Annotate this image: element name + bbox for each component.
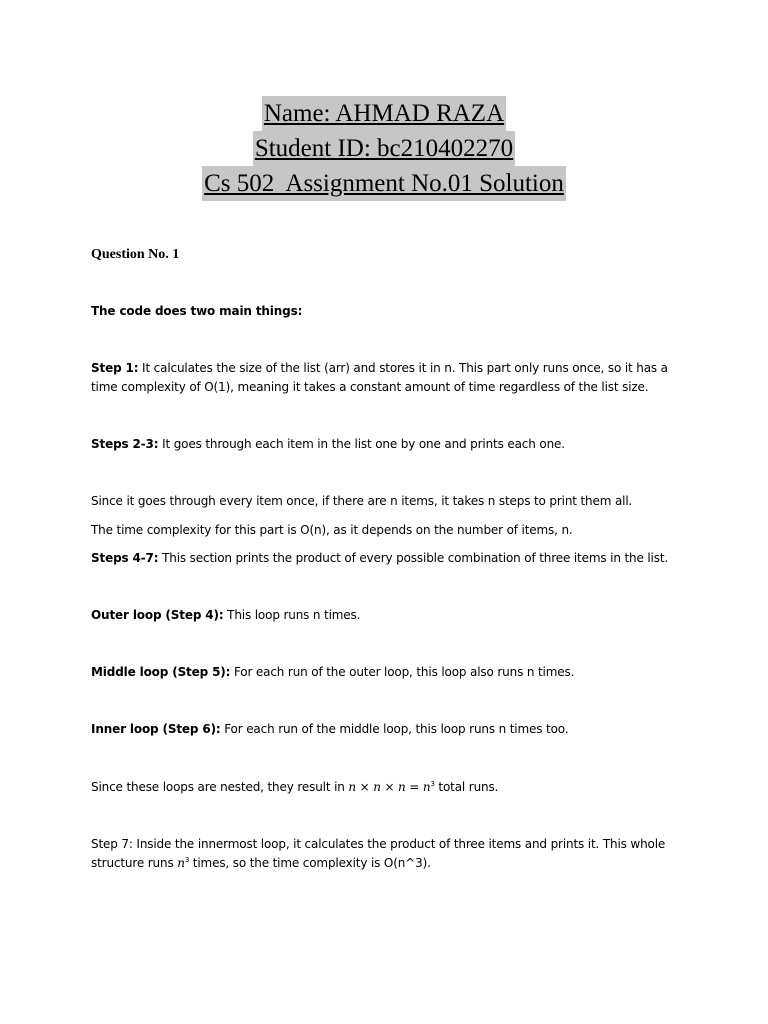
- inner-loop-text: For each run of the middle loop, this loop runs n times too.: [220, 722, 569, 736]
- outer-loop-text: This loop runs n times.: [223, 608, 361, 622]
- steps47-text: This section prints the product of every possible combination of three items in the list.: [158, 551, 669, 565]
- assignment-title: Cs 502 Assignment No.01 Solution: [202, 166, 566, 201]
- steps23-paragraph: [91, 435, 691, 454]
- step7-suffix: times, so the time complexity is O(n^3).: [189, 856, 431, 870]
- nested-prefix: Since these loops are nested, they result in: [91, 780, 349, 794]
- nested-formula: [348, 780, 434, 794]
- step7-math-n: n: [177, 856, 185, 870]
- step7-prefix: Step 7: Inside the innermost loop, it calculates the product of three items and prints it. This whole structure runs: [91, 837, 666, 870]
- formula-n-3: n: [398, 780, 406, 794]
- step1-paragraph: [91, 359, 691, 397]
- steps23-label: Steps 2-3:: [91, 437, 159, 451]
- formula-exponent: 3: [430, 780, 435, 788]
- formula-times-1: ×: [355, 780, 374, 794]
- step1-text: It calculates the size of the list (arr) and stores it in n. This part only runs once, so it has a time complexity of O(1), meaning it takes a constant amount of time regardless of the list size.: [91, 361, 668, 394]
- steps23-text: It goes through each item in the list one by one and prints each one.: [158, 437, 565, 451]
- formula-equals: =: [405, 780, 423, 794]
- middle-loop-paragraph: [91, 663, 691, 682]
- formula-n-1: n: [348, 780, 356, 794]
- outer-loop-paragraph: [91, 606, 691, 625]
- step1-label: Step 1:: [91, 361, 139, 375]
- inner-loop-label: Inner loop (Step 6):: [91, 722, 221, 736]
- inner-loop-paragraph: [91, 720, 691, 739]
- middle-loop-text: For each run of the outer loop, this loop also runs n times.: [230, 665, 575, 679]
- student-name: Name: AHMAD RAZA: [262, 96, 506, 131]
- middle-loop-label: Middle loop (Step 5):: [91, 665, 231, 679]
- step7-paragraph: [91, 835, 691, 873]
- intro-paragraph: The code does two main things:: [91, 304, 303, 318]
- time-on-paragraph: The time complexity for this part is O(n), as it depends on the number of items, n.: [91, 523, 573, 537]
- formula-n-4: n: [422, 780, 431, 794]
- student-id: Student ID: bc210402270: [253, 131, 515, 166]
- step7-math-exponent: 3: [184, 856, 190, 864]
- title-block: [0, 96, 768, 201]
- nested-paragraph: [91, 778, 691, 797]
- steps47-paragraph: [91, 549, 691, 568]
- formula-n-2: n: [373, 780, 381, 794]
- outer-loop-label: Outer loop (Step 4):: [91, 608, 224, 622]
- nested-suffix: total runs.: [434, 780, 499, 794]
- since-every-paragraph: Since it goes through every item once, if there are n items, it takes n steps to print them all.: [91, 494, 633, 508]
- question-heading: Question No. 1: [91, 247, 180, 262]
- steps47-label: Steps 4-7:: [91, 551, 159, 565]
- formula-times-2: ×: [380, 780, 399, 794]
